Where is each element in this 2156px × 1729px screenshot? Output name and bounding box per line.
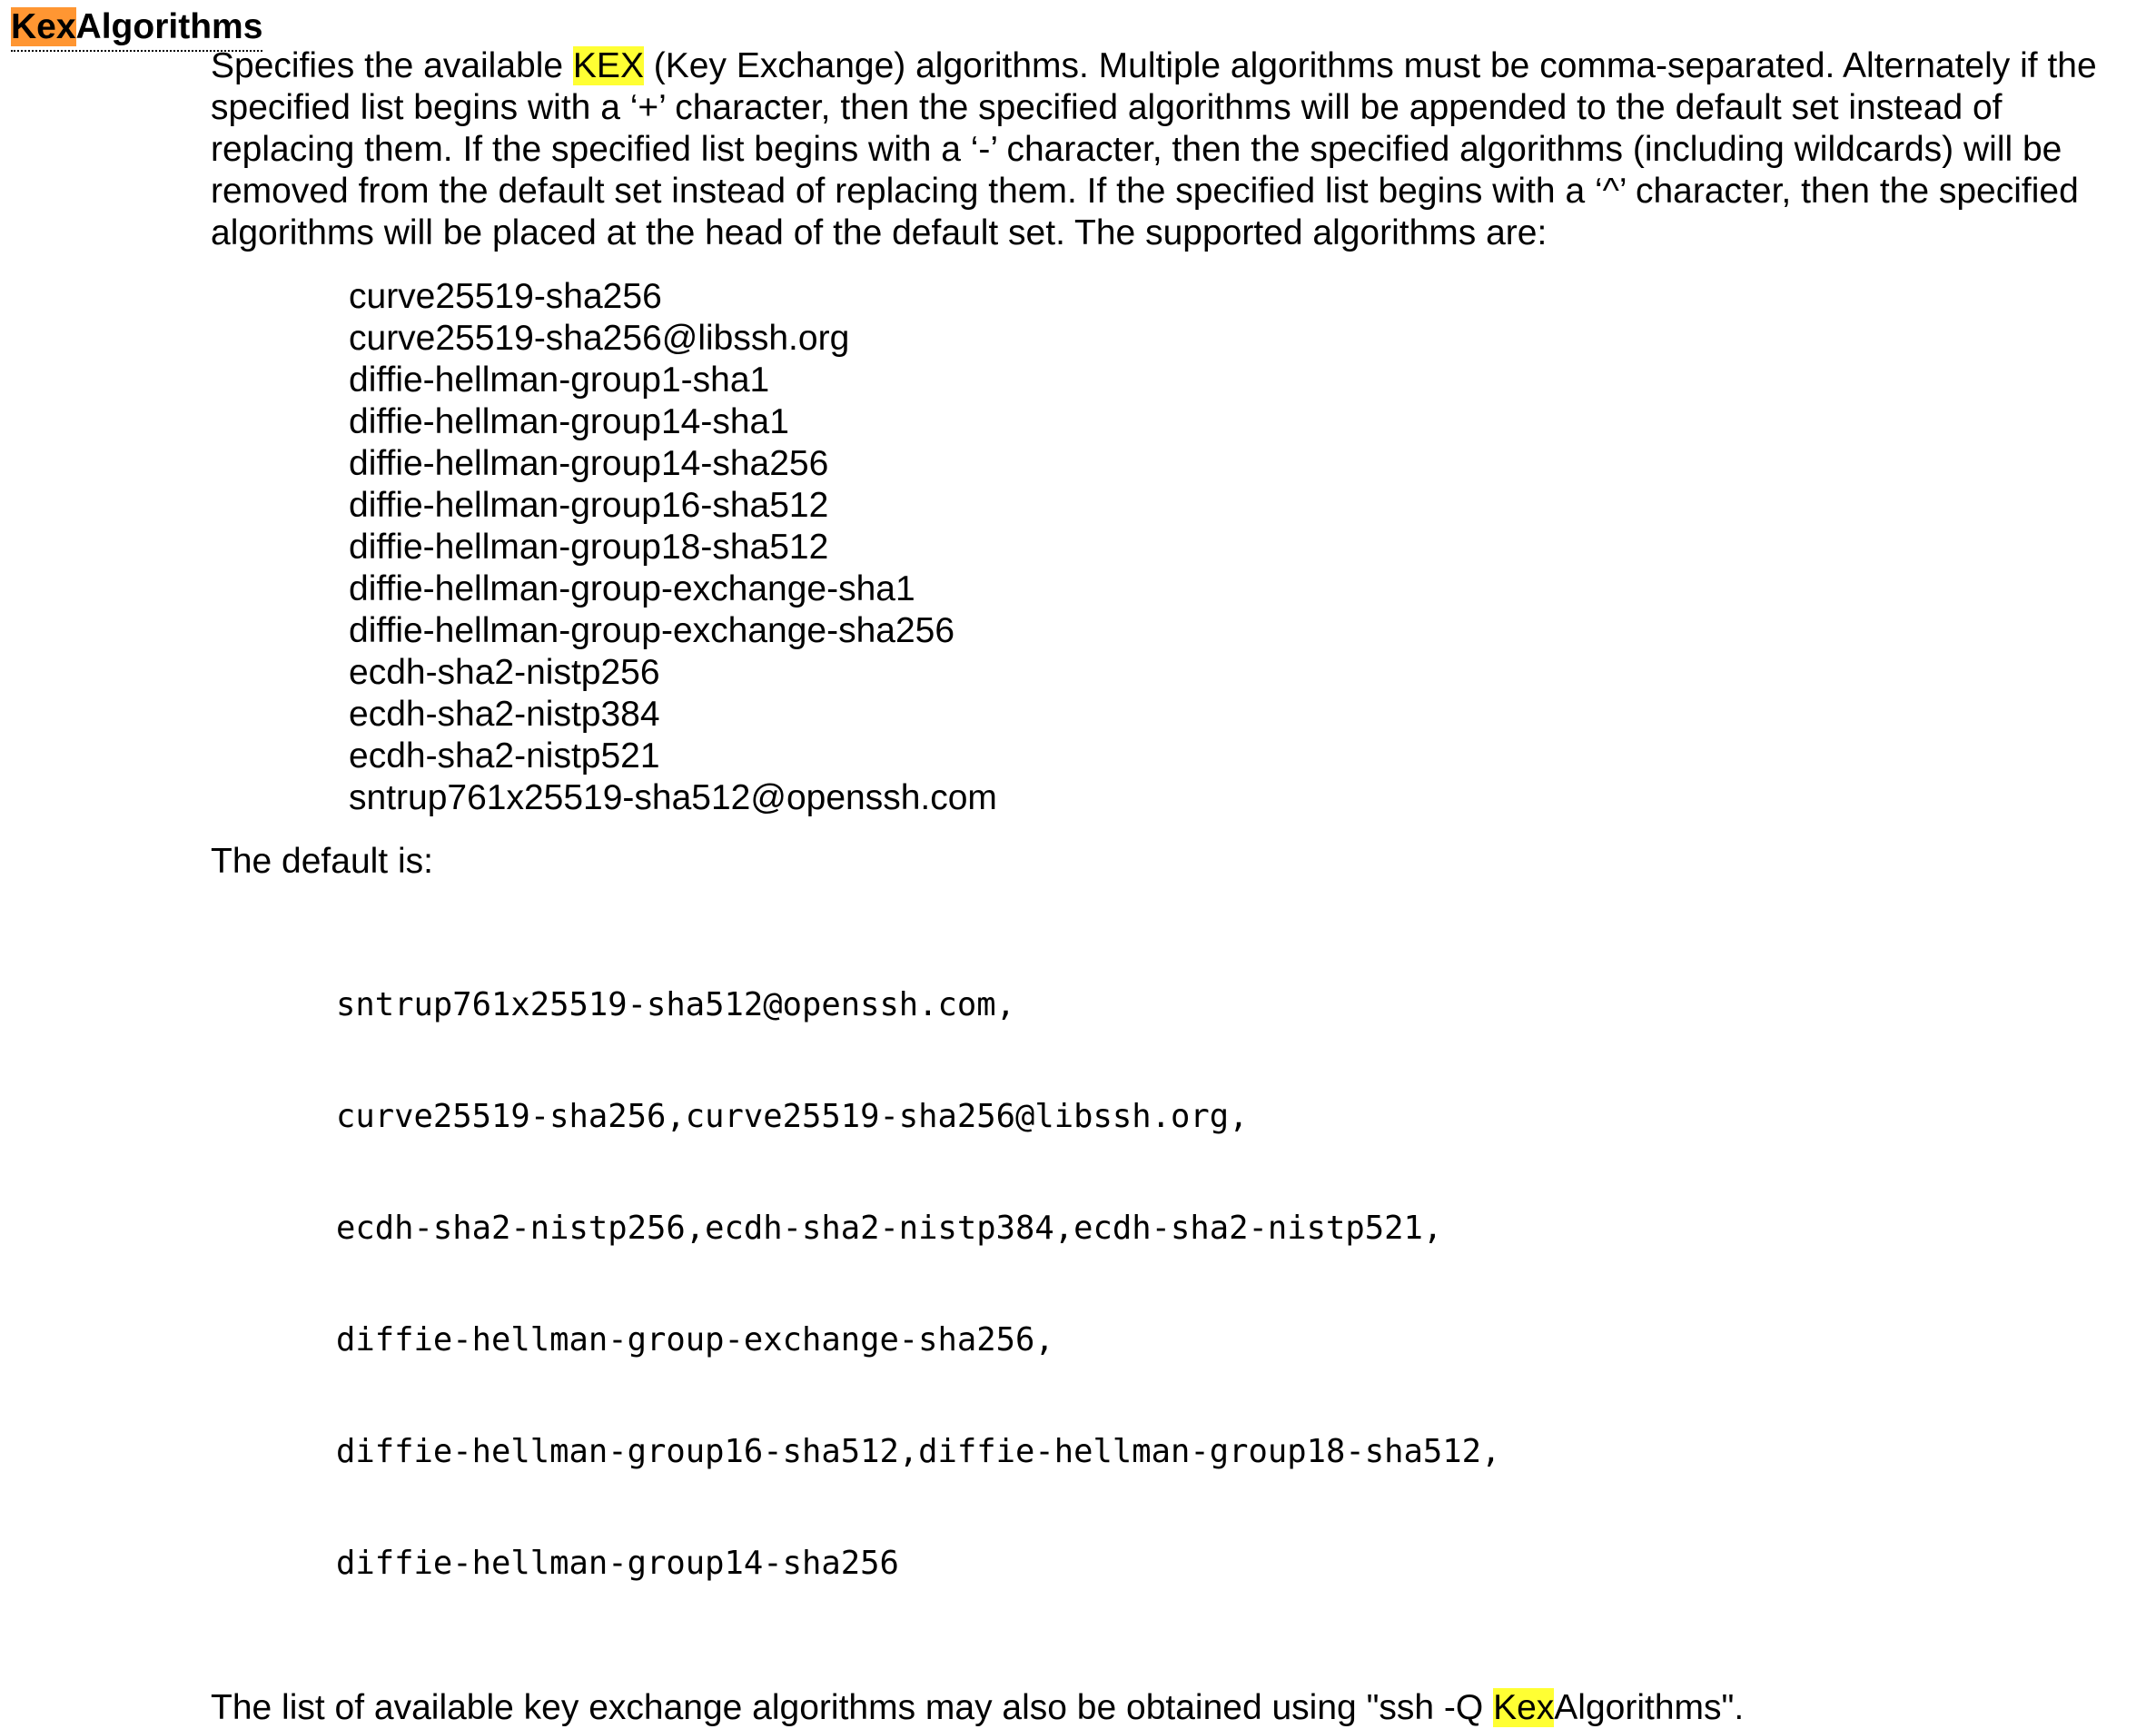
list-item: ecdh-sha2-nistp256	[349, 653, 660, 692]
code-line: curve25519-sha256,curve25519-sha256@libssh.org,	[336, 1098, 1249, 1135]
list-item: diffie-hellman-group18-sha512	[349, 528, 829, 567]
footer-text-start: The list of available key exchange algorithms may also be obtained using "ssh -Q	[211, 1688, 1494, 1727]
code-line: diffie-hellman-group14-sha256	[336, 1545, 899, 1582]
list-item: diffie-hellman-group1-sha1	[349, 361, 770, 400]
list-item: diffie-hellman-group14-sha1	[349, 402, 789, 441]
list-item: sntrup761x25519-sha512@openssh.com	[349, 778, 997, 817]
code-line: diffie-hellman-group16-sha512,diffie-hellman-group18-sha512,	[336, 1433, 1501, 1470]
intro-text-rest: (Key Exchange) algorithms. Multiple algorithms must be comma-separated. Alternately if the specified list begins with a ‘+’ character, then the specified algorithms will be appended to the default set instead of replacing them. If the specified list begins with a ‘-’ character, then the specified algorithms (including wildcards) will be removed from the default set instead of replacing them. If the specified list begins with a ‘^’ character, then the specified algorithms will be placed at the head of the default set. The supported algorithms are:	[211, 46, 2097, 252]
list-item: diffie-hellman-group16-sha512	[349, 486, 829, 525]
footer-note	[211, 1687, 2145, 1729]
option-description	[211, 45, 2145, 1729]
list-item: diffie-hellman-group-exchange-sha1	[349, 569, 915, 608]
search-highlight-current: Kex	[11, 7, 76, 46]
intro-paragraph	[211, 45, 2145, 254]
list-item: diffie-hellman-group-exchange-sha256	[349, 611, 955, 650]
list-item: diffie-hellman-group14-sha256	[349, 444, 829, 483]
default-value-code	[336, 912, 2145, 1656]
list-item: ecdh-sha2-nistp384	[349, 695, 660, 734]
list-item: curve25519-sha256	[349, 277, 662, 316]
intro-text-start: Specifies the available	[211, 46, 573, 85]
search-highlight: KEX	[572, 46, 644, 85]
code-line: diffie-hellman-group-exchange-sha256,	[336, 1321, 1054, 1358]
footer-text-end: Algorithms".	[1554, 1688, 1745, 1727]
default-label: The default is:	[211, 842, 433, 881]
option-term-rest: Algorithms	[75, 7, 263, 46]
supported-algorithms-list	[349, 276, 2145, 819]
search-highlight: Kex	[1493, 1688, 1555, 1727]
list-item: curve25519-sha256@libssh.org	[349, 319, 850, 358]
list-item: ecdh-sha2-nistp521	[349, 736, 660, 776]
code-line: ecdh-sha2-nistp256,ecdh-sha2-nistp384,ecdh-sha2-nistp521,	[336, 1210, 1443, 1247]
code-line: sntrup761x25519-sha512@openssh.com,	[336, 986, 1016, 1023]
